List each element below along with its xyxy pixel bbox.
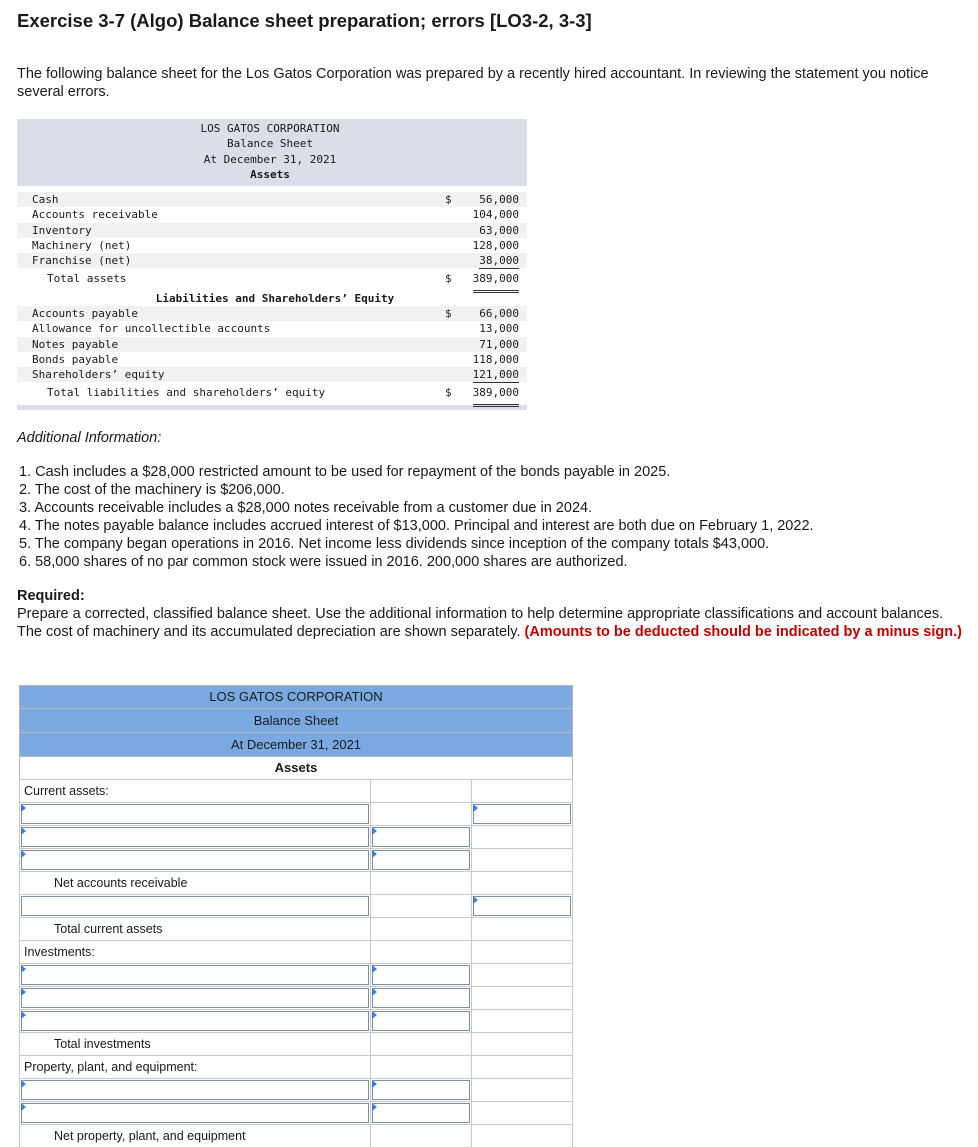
account-select[interactable] xyxy=(21,1103,369,1123)
amount-input[interactable] xyxy=(372,988,470,1008)
net-ar-label: Net accounts receivable xyxy=(20,872,371,894)
list-item: 3. Accounts receivable includes a $28,000 notes receivable from a customer due in 2024. xyxy=(19,500,593,517)
amount-input[interactable] xyxy=(372,1011,470,1031)
original-balance-sheet xyxy=(17,119,527,410)
table-row xyxy=(19,1124,573,1147)
dropdown-arrow-icon xyxy=(473,896,478,904)
dropdown-arrow-icon xyxy=(21,1103,26,1111)
current-assets-label: Current assets: xyxy=(20,780,371,802)
original-row: Notes payable 71,000 xyxy=(17,337,527,352)
table-row xyxy=(19,940,573,963)
amount-input[interactable] xyxy=(473,804,571,824)
original-assets-heading: Assets xyxy=(250,167,290,181)
account-select[interactable] xyxy=(21,1011,369,1031)
dropdown-arrow-icon xyxy=(473,804,478,812)
list-item: 4. The notes payable balance includes accrued interest of $13,000. Principal and interest are both due on February 1, 2022. xyxy=(19,518,814,535)
required-text: Prepare a corrected, classified balance sheet. Use the additional information to help determine appropriate classifications and account balances. The cost of machinery and its accumulated depreciation are shown separately. (Amounts to be deducted should be indicated by a minus sign.) xyxy=(17,606,962,640)
table-row xyxy=(19,871,573,894)
dropdown-arrow-icon xyxy=(372,965,377,973)
dropdown-arrow-icon xyxy=(21,965,26,973)
table-row xyxy=(19,1009,573,1032)
ws-date: At December 31, 2021 xyxy=(19,732,573,756)
account-select[interactable] xyxy=(21,827,369,847)
dropdown-arrow-icon xyxy=(21,850,26,858)
total-current-assets-label: Total current assets xyxy=(20,918,371,940)
amount-input[interactable] xyxy=(372,1103,470,1123)
table-row xyxy=(19,1032,573,1055)
table-row xyxy=(19,802,573,825)
amount-input[interactable] xyxy=(372,827,470,847)
original-row: Machinery (net) 128,000 xyxy=(32,238,519,252)
list-item: 5. The company began operations in 2016. Net income less dividends since inception of the company totals $43,000. xyxy=(19,536,770,553)
original-date: At December 31, 2021 xyxy=(203,152,337,166)
table-row xyxy=(19,779,573,802)
ws-assets-heading: Assets xyxy=(19,756,573,779)
account-select[interactable] xyxy=(21,896,369,916)
table-row xyxy=(19,825,573,848)
ppe-label: Property, plant, and equipment: xyxy=(20,1056,371,1078)
table-row xyxy=(19,848,573,871)
required-heading: Required: xyxy=(17,588,85,604)
original-row: Franchise (net) 38,000 xyxy=(17,253,527,268)
dropdown-arrow-icon xyxy=(21,1011,26,1019)
net-ppe-label: Net property, plant, and equipment xyxy=(20,1125,371,1147)
dropdown-arrow-icon xyxy=(21,804,26,812)
page-title: Exercise 3-7 (Algo) Balance sheet preparation; errors [LO3-2, 3-3] xyxy=(17,10,592,31)
dropdown-arrow-icon xyxy=(21,827,26,835)
account-select[interactable] xyxy=(21,965,369,985)
original-row: Bonds payable 118,000 xyxy=(32,352,519,366)
amount-input[interactable] xyxy=(473,896,571,916)
dropdown-arrow-icon xyxy=(372,1103,377,1111)
dropdown-arrow-icon xyxy=(372,1080,377,1088)
total-investments-label: Total investments xyxy=(20,1033,371,1055)
dropdown-arrow-icon xyxy=(21,1080,26,1088)
original-header xyxy=(17,119,527,186)
ws-company: LOS GATOS CORPORATION xyxy=(19,685,573,708)
additional-list xyxy=(19,463,814,572)
intro-text: The following balance sheet for the Los Gatos Corporation was prepared by a recently hired accountant. In reviewing the statement you notice several errors. xyxy=(17,66,929,100)
original-row: Inventory 63,000 xyxy=(17,223,527,238)
list-item: 1. Cash includes a $28,000 restricted amount to be used for repayment of the bonds payable in 2025. xyxy=(19,464,671,480)
dropdown-arrow-icon xyxy=(372,1011,377,1019)
dropdown-arrow-icon xyxy=(21,988,26,996)
table-row xyxy=(19,986,573,1009)
table-row xyxy=(19,894,573,917)
original-footer-bar xyxy=(17,405,527,410)
original-total-liab: Total liabilities and shareholders’ equity $ 389,000 xyxy=(17,382,527,402)
table-row xyxy=(19,917,573,940)
account-select[interactable] xyxy=(21,988,369,1008)
table-row xyxy=(19,963,573,986)
amount-input[interactable] xyxy=(372,965,470,985)
original-total-assets: Total assets $ 389,000 xyxy=(17,268,527,288)
amount-input[interactable] xyxy=(372,1080,470,1100)
table-row xyxy=(19,1055,573,1078)
additional-heading: Additional Information: xyxy=(17,430,162,446)
answer-worksheet xyxy=(19,685,573,1147)
original-company: LOS GATOS CORPORATION xyxy=(200,122,340,135)
original-liab-heading: Liabilities and Shareholders’ Equity xyxy=(155,292,395,306)
dropdown-arrow-icon xyxy=(372,850,377,858)
original-row: Allowance for uncollectible accounts 13,000 xyxy=(32,322,519,336)
ws-statement: Balance Sheet xyxy=(19,708,573,732)
account-select[interactable] xyxy=(21,804,369,824)
list-item: 2. The cost of the machinery is $206,000. xyxy=(19,482,285,499)
original-row: Accounts payable $ 66,000 xyxy=(17,306,527,321)
investments-label: Investments: xyxy=(20,941,371,963)
original-row: Accounts receivable 104,000 xyxy=(32,208,519,222)
table-row xyxy=(19,1078,573,1101)
original-statement: Balance Sheet xyxy=(226,137,314,151)
dropdown-arrow-icon xyxy=(372,827,377,835)
list-item: 6. 58,000 shares of no par common stock were issued in 2016. 200,000 shares are authorized. xyxy=(19,554,628,571)
required-note: (Amounts to be deducted should be indicated by a minus sign.) xyxy=(524,624,962,640)
account-select[interactable] xyxy=(21,1080,369,1100)
account-select[interactable] xyxy=(21,850,369,870)
original-row: Cash $ 56,000 xyxy=(17,192,527,207)
table-row xyxy=(19,1101,573,1124)
dropdown-arrow-icon xyxy=(372,988,377,996)
original-row: Shareholders’ equity 121,000 xyxy=(17,367,527,382)
amount-input[interactable] xyxy=(372,850,470,870)
